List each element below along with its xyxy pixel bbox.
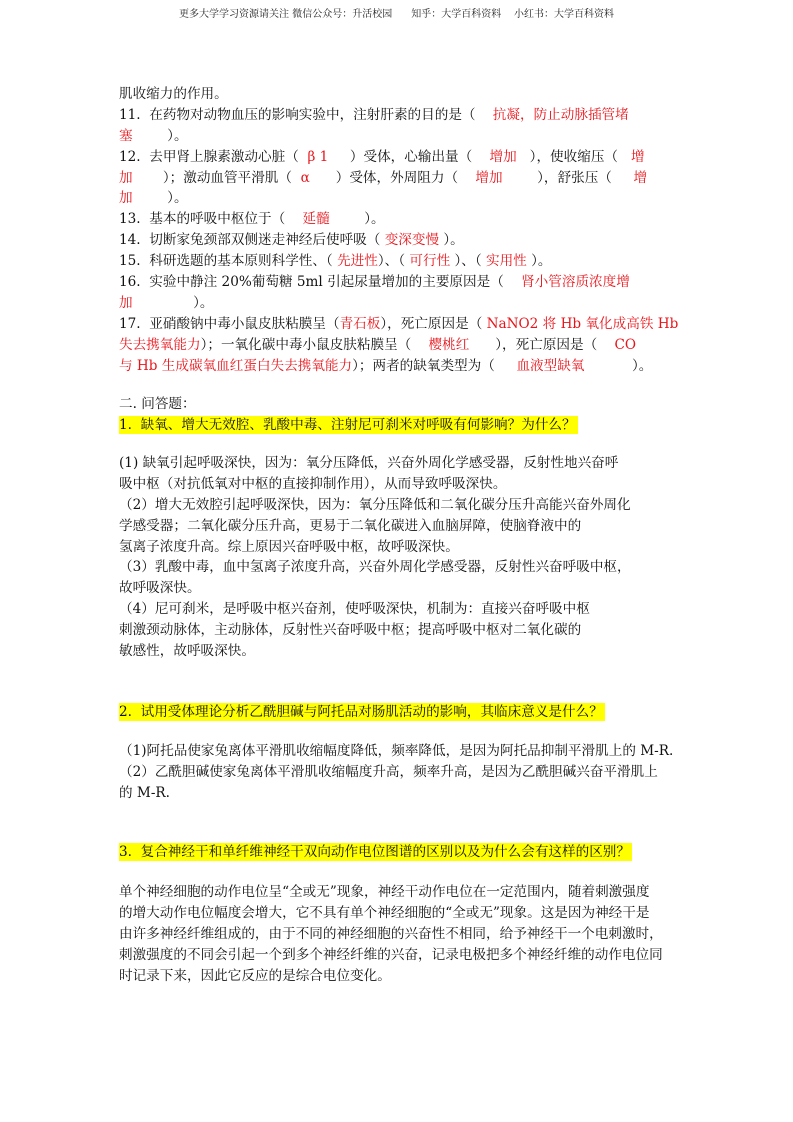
fill-in-questions	[119, 84, 679, 376]
answer-text: 与 Hb 生成碳氧血红蛋白失去携氧能力	[119, 357, 353, 374]
question-text: 15. 科研选题的基本原则科学性、（	[119, 253, 338, 270]
fill-in-line	[119, 126, 675, 147]
fill-in-line	[119, 314, 679, 335]
question-text: ）、（	[377, 253, 410, 270]
answer-line: （2）乙酰胆碱使家兔离体平滑肌收缩幅度升高，频率升高，是因为乙酰胆碱兴奋平滑肌上	[119, 763, 658, 780]
fill-in-line	[119, 84, 675, 105]
question-text: ）受体，心输出量（	[328, 148, 490, 165]
question-text: ），使收缩压（	[516, 148, 631, 165]
answer-line: （1)阿托品使家兔离体平滑肌收缩幅度降低，频率降低，是因为阿托品抑制平滑肌上的 M-R.	[119, 743, 674, 759]
answer-line: 故呼吸深快。	[119, 580, 201, 597]
answer-line: 吸中枢（对抗低氧对中枢的直接抑制作用），从而导致呼吸深快。	[119, 475, 507, 492]
answer-1	[119, 453, 675, 662]
question-text: ）受体，外周阻力（	[309, 169, 476, 186]
answer-text: 失去携氧能力	[119, 336, 201, 353]
fill-in-line	[119, 168, 675, 189]
question-text: 16. 实验中静注 20%葡萄糖 5ml 引起尿量增加的主要原因是（	[119, 274, 522, 291]
answer-text: 青石板	[339, 315, 381, 332]
fill-in-line	[119, 251, 675, 272]
answer-text: 加	[119, 190, 133, 207]
question-text: ）；激动血管平滑肌（	[132, 169, 301, 186]
answer-text: β 1	[307, 148, 329, 165]
fill-in-line	[119, 230, 675, 251]
answer-text: 实用性	[486, 253, 527, 270]
answer-line: 时记录下来，因此它反应的是综合电位变化。	[119, 967, 391, 984]
question-2: 2. 试用受体理论分析乙酰胆碱与阿托品对肠肌活动的影响，其临床意义是什么？	[119, 704, 603, 720]
question-text: 13. 基本的呼吸中枢位于（	[119, 211, 303, 228]
answer-line: 刺激强度的不同会引起一个到多个神经纤维的兴奋，记录电极把多个神经纤维的动作电位同	[119, 946, 663, 963]
answer-text: 增加	[489, 148, 517, 165]
answer-line: 由许多神经纤维组成的，由于不同的神经细胞的兴奋性不相同，给予神经干一个电刺激时，	[119, 925, 663, 942]
question-text: ）。	[526, 253, 552, 270]
question-text: ）。	[132, 127, 188, 144]
answer-text: 血液型缺氧	[516, 357, 585, 374]
fill-in-line	[119, 272, 675, 293]
question-text: 12. 去甲肾上腺素激动心脏（	[119, 148, 308, 165]
answer-text: 先进性	[337, 253, 378, 270]
answer-text: 加	[119, 169, 133, 186]
answer-line: 敏感性，故呼吸深快。	[119, 643, 255, 660]
fill-in-line	[119, 105, 675, 126]
fill-in-line	[119, 209, 675, 230]
fill-in-line	[119, 335, 675, 356]
question-text: ）。	[439, 232, 464, 249]
answer-text: 延髓	[302, 211, 330, 228]
answer-line: （3）乳酸中毒，血中氢离子浓度升高，兴奋外周化学感受器，反射性兴奋呼吸中枢，	[119, 559, 631, 576]
answer-2	[119, 741, 675, 804]
question-text: 17. 亚硝酸钠中毒小鼠皮肤粘膜呈（	[119, 315, 340, 332]
answer-text: 抗凝，防止动脉插管堵	[492, 106, 629, 123]
answer-text: 樱桃红	[428, 336, 470, 353]
answer-text: 增	[631, 148, 645, 165]
answer-text: α	[300, 169, 310, 186]
answer-line: （2）增大无效腔引起呼吸深快，因为：氧分压降低和二氧化碳分压升高能兴奋外周化	[119, 496, 631, 513]
question-text: ）；一氧化碳中毒小鼠皮肤粘膜呈（	[200, 336, 429, 353]
question-text: ），舒张压（	[502, 169, 634, 186]
answer-3	[119, 882, 675, 986]
question-text: ）。	[132, 294, 214, 311]
answer-line: 单个神经细胞的动作电位呈“全或无”现象，神经干动作电位在一定范围内，随着刺激强度	[119, 884, 650, 900]
question-text: ）；两者的缺氧类型为（	[352, 357, 517, 374]
answer-line: 刺激颈动脉体，主动脉体，反射性兴奋呼吸中枢；提高呼吸中枢对二氧化碳的	[119, 622, 582, 639]
answer-text: CO	[614, 336, 637, 353]
question-text: 11. 在药物对动物血压的影响实验中，注射肝素的目的是（	[119, 106, 493, 123]
answer-text: 加	[119, 294, 133, 311]
answer-line: （4）尼可刹米，是呼吸中枢兴奋剂，使呼吸深快，机制为：直接兴奋呼吸中枢	[119, 601, 590, 618]
answer-text: 增加	[475, 169, 503, 186]
fill-in-line	[119, 356, 675, 377]
answer-line: 的 M-R.	[119, 784, 170, 801]
question-1: 1. 缺氧、增大无效腔、乳酸中毒、注射尼可刹米对呼吸有何影响？为什么？	[119, 416, 576, 433]
question-3: 3. 复合神经干和单纤维神经干双向动作电位图谱的区别以及为什么会有这样的区别？	[119, 844, 630, 860]
answer-line: (1) 缺氧引起呼吸深快，因为：氧分压降低，兴奋外周化学感受器，反射性地兴奋呼	[119, 455, 619, 471]
section-title: 二. 问答题：	[119, 396, 196, 412]
question-text: 14. 切断家兔颈部双侧迷走神经后使呼吸（	[119, 232, 385, 249]
question-text: ）、（	[450, 253, 486, 270]
answer-text: 塞	[119, 127, 133, 144]
question-text: 肌收缩力的作用。	[119, 86, 228, 102]
answer-text: NaNO2 将 Hb 氧化成高铁 Hb	[486, 315, 679, 332]
answer-line: 氢离子浓度升高。综上原因兴奋呼吸中枢，故呼吸深快。	[119, 538, 459, 555]
answer-text: 增	[633, 169, 648, 186]
section-qa	[119, 394, 675, 436]
question-text: ）。	[132, 190, 188, 207]
answer-text: 可行性	[409, 253, 451, 270]
question-text: ），死亡原因是（	[469, 336, 615, 353]
fill-in-line	[119, 188, 675, 209]
question-text: ）。	[584, 357, 653, 374]
answer-line: 的增大动作电位幅度会增大，它不具有单个神经细胞的“全或无”现象。这是因为神经干是	[119, 904, 650, 921]
answer-line: 学感受器；二氧化碳分压升高，更易于二氧化碳进入血脑屏障，使脑脊液中的	[119, 517, 582, 534]
question-text: ）。	[329, 211, 385, 228]
fill-in-line	[119, 293, 675, 314]
question-text: ），死亡原因是（	[380, 315, 487, 332]
answer-text: 肾小管溶质浓度增	[521, 274, 630, 291]
answer-text: 变深变慢	[384, 232, 440, 249]
fill-in-line	[119, 147, 675, 168]
page-header-banner: 更多大学学习资源请关注 微信公众号：升活校园 知乎：大学百科资料 小红书：大学百科资料	[179, 9, 614, 20]
